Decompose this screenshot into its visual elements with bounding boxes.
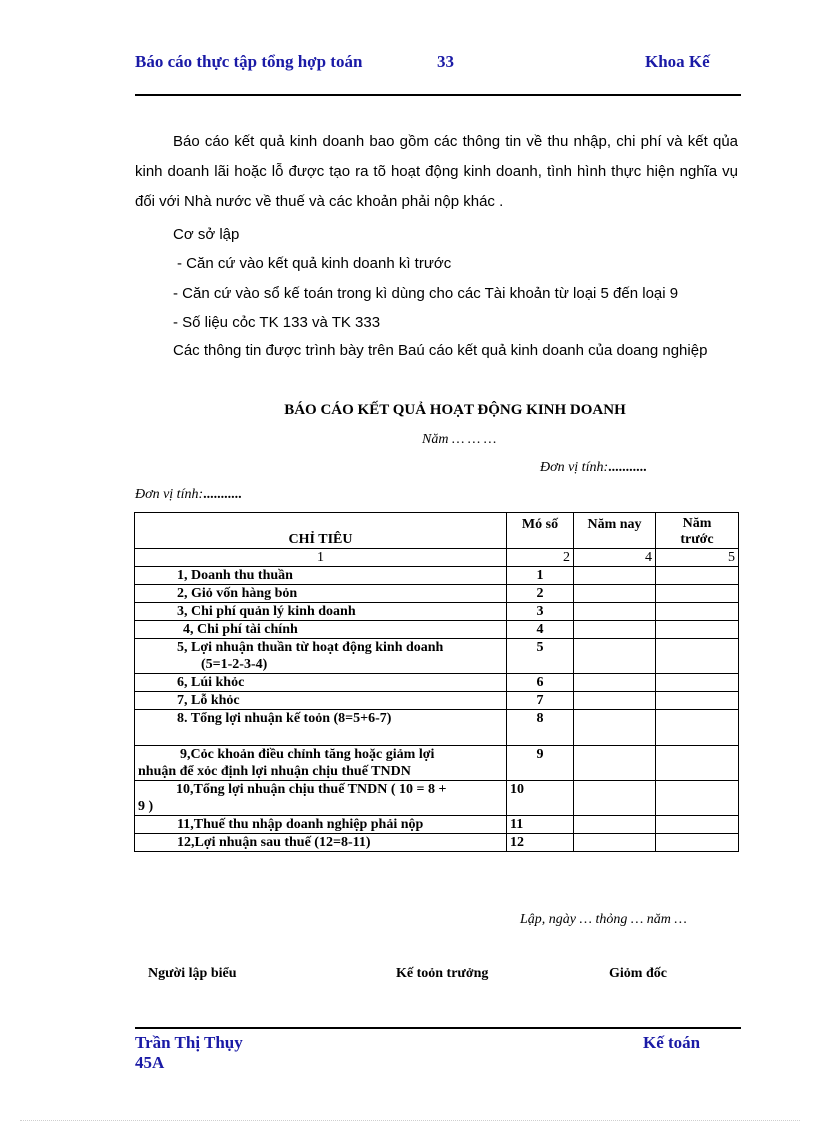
footer-right: Kế toán: [643, 1033, 701, 1052]
table-row: [135, 567, 739, 585]
row-code: 12: [507, 834, 574, 852]
row-label: 6, Lúi khỏc: [135, 674, 507, 692]
row-this-year: [574, 710, 656, 746]
closing-paragraph: Các thông tin được trình bày trên Baú cáo kết quả kinh doanh của doang nghiệp: [173, 342, 708, 359]
row-this-year: [574, 585, 656, 603]
row-label: 3, Chi phí quản lý kinh doanh: [135, 603, 507, 621]
row-code: 8: [507, 710, 574, 746]
column-number: 4: [574, 549, 656, 567]
row-this-year: [574, 781, 656, 816]
row-code: 1: [507, 567, 574, 585]
report-title: BÁO CÁO KẾT QUẢ HOẠT ĐỘNG KINH DOANH: [284, 402, 626, 418]
row-code: 7: [507, 692, 574, 710]
table-row: [135, 692, 739, 710]
row-last-year: [656, 621, 739, 639]
row-label: 11,Thuế thu nhập doanh nghiệp phải nộp: [135, 816, 507, 834]
row-last-year: [656, 710, 739, 746]
row-last-year: [656, 692, 739, 710]
header-this-year: Năm nay: [574, 513, 656, 549]
row-code: 11: [507, 816, 574, 834]
row-last-year: [656, 567, 739, 585]
chief-accountant-label: Kế toỏn trưởng: [396, 966, 489, 981]
table-row: [135, 834, 739, 852]
page-number: 33: [437, 52, 454, 71]
row-label: 7, Lỗ khỏc: [135, 692, 507, 710]
row-this-year: [574, 692, 656, 710]
income-statement-table: [134, 512, 739, 852]
row-last-year: [656, 781, 739, 816]
column-number: 2: [507, 549, 574, 567]
row-last-year: [656, 746, 739, 781]
column-number: 5: [656, 549, 739, 567]
row-last-year: [656, 603, 739, 621]
footer-author: Trần Thị Thụy 45A: [135, 1033, 243, 1072]
unit-label-left: Đơn vị tính:...........: [135, 487, 242, 502]
row-code: 10: [507, 781, 574, 816]
basis-item-2: - Căn cứ vào sổ kế toán trong kì dùng cho các Tài khoản từ loại 5 đến loại 9: [173, 285, 679, 302]
row-code: 2: [507, 585, 574, 603]
row-label: 12,Lợi nhuận sau thuế (12=8-11): [135, 834, 507, 852]
row-last-year: [656, 816, 739, 834]
header-left-title: Báo cáo thực tập tổng hợp toán: [135, 52, 363, 71]
director-label: Giỏm đốc: [609, 966, 667, 981]
basis-item-1: - Căn cứ vào kết quả kinh doanh kì trước: [177, 255, 452, 272]
footer-rule: [135, 1027, 741, 1029]
table-row: [135, 639, 739, 674]
signature-date-line: Lập, ngày … thỏng … năm …: [520, 912, 687, 927]
report-year: Năm … … …: [422, 432, 497, 447]
row-code: 9: [507, 746, 574, 781]
table-row: [135, 585, 739, 603]
row-this-year: [574, 746, 656, 781]
basis-heading: Cơ sở lập: [173, 226, 240, 243]
row-this-year: [574, 639, 656, 674]
table-row: [135, 674, 739, 692]
row-last-year: [656, 834, 739, 852]
row-label: 5, Lợi nhuận thuần từ hoạt động kinh doanh (5=1-2-3-4): [135, 639, 507, 674]
table-row: [135, 781, 739, 816]
row-this-year: [574, 834, 656, 852]
table-row: [135, 816, 739, 834]
row-label: 2, Giỏ vốn hàng bỏn: [135, 585, 507, 603]
row-this-year: [574, 603, 656, 621]
column-number-row: [135, 549, 739, 567]
header-code: Mó số: [507, 513, 574, 549]
intro-paragraph: Báo cáo kết quả kinh doanh bao gồm các thông tin về thu nhập, chi phí và kết qủa kinh doanh lãi hoặc lỗ được tạo ra tõ hoạt động kinh doanh, tình hình thực hiện nghĩa vụ đối với Nhà nước về thuế và các khoản phải nộp khác .: [135, 133, 738, 210]
row-label: 9,Cỏc khoản điều chỉnh tăng hoặc giảm lợi nhuận để xỏc định lợi nhuận chịu thuế TNDN: [135, 746, 507, 781]
page-edge-divider: [20, 1120, 800, 1121]
row-last-year: [656, 674, 739, 692]
row-label: 10,Tổng lợi nhuận chịu thuế TNDN ( 10 = 8 + 9 ): [135, 781, 507, 816]
table-row: [135, 746, 739, 781]
header-rule: [135, 94, 741, 96]
row-label: 8. Tổng lợi nhuận kế toỏn (8=5+6-7): [135, 710, 507, 746]
table-header-row: [135, 513, 739, 549]
row-code: 5: [507, 639, 574, 674]
column-number: 1: [135, 549, 507, 567]
row-code: 3: [507, 603, 574, 621]
row-this-year: [574, 674, 656, 692]
row-last-year: [656, 639, 739, 674]
row-code: 4: [507, 621, 574, 639]
basis-item-3: - Số liệu cỏc TK 133 và TK 333: [173, 314, 381, 331]
table-row: [135, 603, 739, 621]
header-right-title: Khoa Kế: [645, 52, 710, 71]
header-indicator: CHỈ TIÊU: [135, 513, 507, 549]
row-last-year: [656, 585, 739, 603]
row-label: 4, Chi phí tài chính: [135, 621, 507, 639]
row-code: 6: [507, 674, 574, 692]
row-this-year: [574, 816, 656, 834]
row-label: 1, Doanh thu thuần: [135, 567, 507, 585]
unit-label-right: Đơn vị tính:...........: [540, 460, 647, 475]
row-this-year: [574, 567, 656, 585]
table-row: [135, 621, 739, 639]
header-last-year: Năm trước: [656, 513, 739, 549]
row-this-year: [574, 621, 656, 639]
preparer-label: Người lập biểu: [148, 966, 237, 981]
table-row: [135, 710, 739, 746]
